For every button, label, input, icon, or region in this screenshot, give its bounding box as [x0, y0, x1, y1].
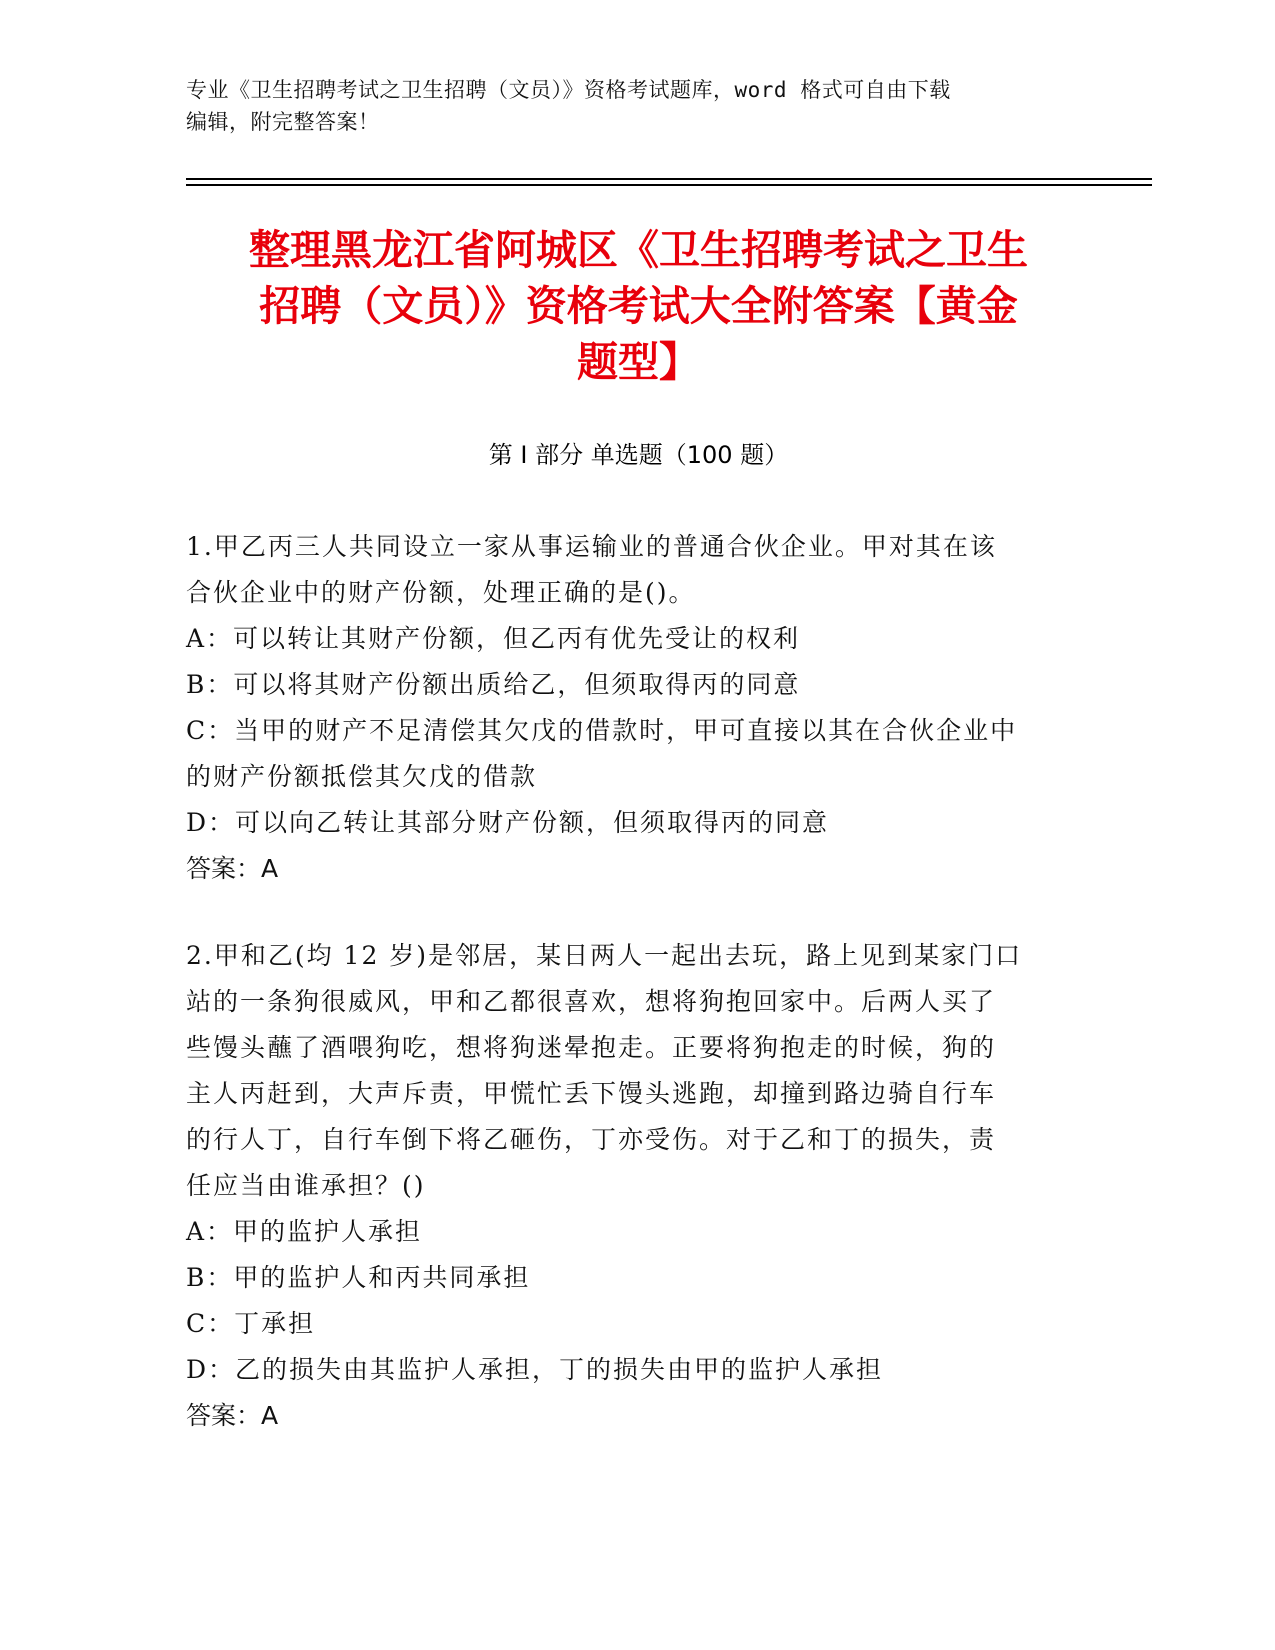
- document-header-note: [186, 74, 1066, 138]
- option-d: D：乙的损失由其监护人承担，丁的损失由甲的监护人承担: [186, 1355, 884, 1384]
- option-c-continued: 的财产份额抵偿其欠戊的借款: [186, 762, 538, 791]
- question-stem-line: 主人丙赶到，大声斥责，甲慌忙丢下馒头逃跑，却撞到路边骑自行车: [186, 1079, 997, 1108]
- question-2: [186, 933, 1091, 1439]
- title-line: 题型】: [577, 338, 700, 386]
- question-stem-line: 的行人丁，自行车倒下将乙砸伤，丁亦受伤。对于乙和丁的损失，责: [186, 1125, 997, 1154]
- option-c: C：丁承担: [186, 1309, 316, 1338]
- title-line: 整理黑龙江省阿城区《卫生招聘考试之卫生: [249, 226, 1028, 274]
- question-stem-line: 站的一条狗很威风，甲和乙都很喜欢，想将狗抱回家中。后两人买了: [186, 987, 997, 1016]
- option-b: B：可以将其财产份额出质给乙，但须取得丙的同意: [186, 670, 801, 699]
- section-heading: 第 I 部分 单选题（100 题）: [488, 441, 789, 469]
- question-1: [186, 524, 1091, 892]
- document-title: [186, 222, 1091, 390]
- answer-label: 答案：A: [186, 854, 279, 883]
- header-divider: [186, 184, 1152, 186]
- question-stem-line: 些馒头蘸了酒喂狗吃，想将狗迷晕抱走。正要将狗抱走的时候，狗的: [186, 1033, 997, 1062]
- option-b: B：甲的监护人和丙共同承担: [186, 1263, 531, 1292]
- question-stem-line: 2.甲和乙(均 12 岁)是邻居，某日两人一起出去玩，路上见到某家门口: [186, 941, 1023, 970]
- header-note-line: 编辑，附完整答案！: [186, 110, 380, 134]
- option-a: A：可以转让其财产份额，但乙丙有优先受让的权利: [186, 624, 801, 653]
- title-line: 招聘（文员）》资格考试大全附答案【黄金: [259, 282, 1018, 330]
- question-stem-line: 1.甲乙丙三人共同设立一家从事运输业的普通合伙企业。甲对其在该: [186, 532, 997, 561]
- option-a: A：甲的监护人承担: [186, 1217, 423, 1246]
- option-d: D：可以向乙转让其部分财产份额，但须取得丙的同意: [186, 808, 830, 837]
- question-stem-line: 合伙企业中的财产份额，处理正确的是()。: [186, 578, 696, 607]
- header-note-line: 专业《卫生招聘考试之卫生招聘（文员）》资格考试题库，word 格式可自由下载: [186, 78, 951, 102]
- question-stem-line: 任应当由谁承担？(): [186, 1171, 426, 1200]
- header-divider: [186, 178, 1152, 180]
- answer-label: 答案：A: [186, 1401, 279, 1430]
- option-c: C：当甲的财产不足清偿其欠戊的借款时，甲可直接以其在合伙企业中: [186, 716, 1018, 745]
